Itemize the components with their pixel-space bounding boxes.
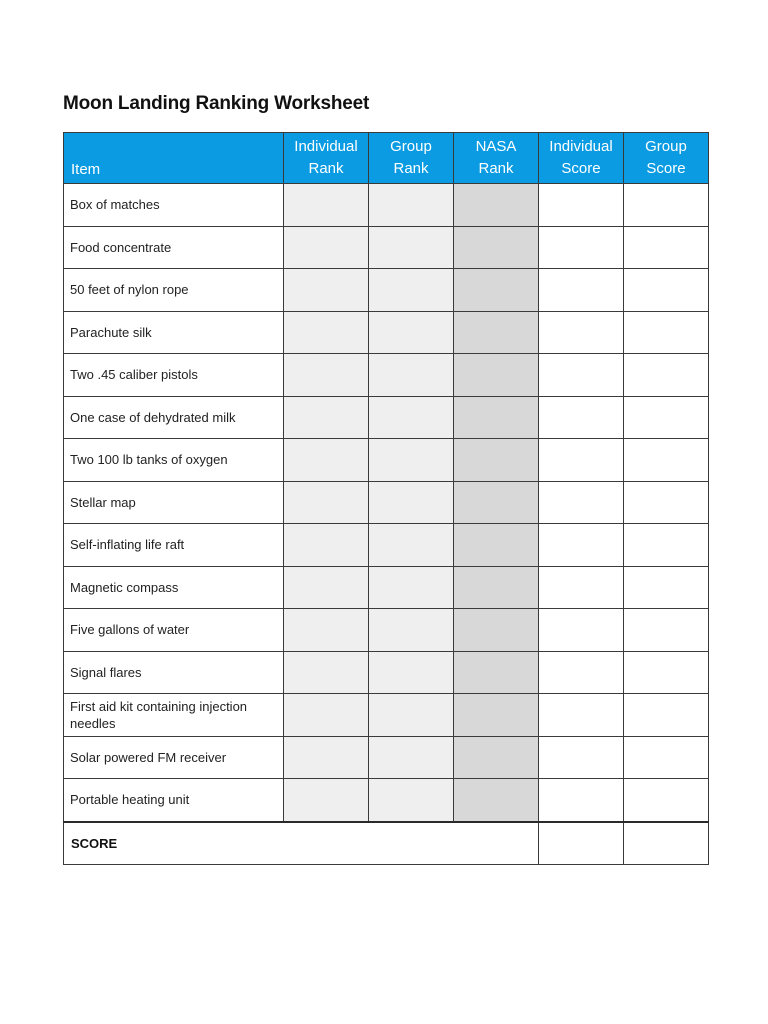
score-label: SCORE bbox=[64, 822, 539, 865]
nasa-rank-cell bbox=[454, 524, 539, 567]
worksheet-title: Moon Landing Ranking Worksheet bbox=[63, 93, 370, 114]
individual-score-cell[interactable] bbox=[539, 524, 624, 567]
header-group-score bbox=[624, 133, 709, 184]
header-group-rank bbox=[369, 133, 454, 184]
nasa-rank-cell bbox=[454, 269, 539, 312]
table-row bbox=[64, 694, 709, 737]
item-name: Box of matches bbox=[64, 184, 284, 227]
individual-rank-cell[interactable] bbox=[284, 481, 369, 524]
nasa-rank-cell bbox=[454, 184, 539, 227]
individual-score-cell[interactable] bbox=[539, 481, 624, 524]
item-name: One case of dehydrated milk bbox=[64, 396, 284, 439]
individual-rank-cell[interactable] bbox=[284, 269, 369, 312]
item-name: Portable heating unit bbox=[64, 779, 284, 822]
group-score-cell[interactable] bbox=[624, 396, 709, 439]
nasa-rank-cell bbox=[454, 736, 539, 779]
header-individual-score-line2: Score bbox=[561, 160, 601, 177]
individual-rank-cell[interactable] bbox=[284, 566, 369, 609]
individual-score-cell[interactable] bbox=[539, 354, 624, 397]
group-score-cell[interactable] bbox=[624, 269, 709, 312]
individual-rank-cell[interactable] bbox=[284, 396, 369, 439]
individual-score-cell[interactable] bbox=[539, 439, 624, 482]
group-score-cell[interactable] bbox=[624, 694, 709, 737]
table-row bbox=[64, 396, 709, 439]
item-name: Parachute silk bbox=[64, 311, 284, 354]
ranking-table bbox=[63, 132, 709, 865]
individual-rank-cell[interactable] bbox=[284, 311, 369, 354]
individual-rank-cell[interactable] bbox=[284, 354, 369, 397]
nasa-rank-cell bbox=[454, 226, 539, 269]
individual-rank-cell[interactable] bbox=[284, 524, 369, 567]
header-group-rank-line2: Rank bbox=[393, 160, 429, 177]
group-rank-cell[interactable] bbox=[369, 609, 454, 652]
nasa-rank-cell bbox=[454, 566, 539, 609]
individual-rank-cell[interactable] bbox=[284, 694, 369, 737]
table-row bbox=[64, 779, 709, 822]
nasa-rank-cell bbox=[454, 311, 539, 354]
group-rank-cell[interactable] bbox=[369, 566, 454, 609]
score-row bbox=[64, 822, 709, 865]
group-rank-cell[interactable] bbox=[369, 439, 454, 482]
nasa-rank-cell bbox=[454, 694, 539, 737]
group-score-cell[interactable] bbox=[624, 226, 709, 269]
table-row bbox=[64, 269, 709, 312]
header-group-score-line1: Group bbox=[645, 138, 687, 155]
individual-rank-cell[interactable] bbox=[284, 736, 369, 779]
nasa-rank-cell bbox=[454, 651, 539, 694]
header-item: Item bbox=[64, 133, 284, 184]
nasa-rank-cell bbox=[454, 396, 539, 439]
group-rank-cell[interactable] bbox=[369, 694, 454, 737]
table-header-row bbox=[64, 133, 709, 184]
header-nasa-rank-line2: Rank bbox=[478, 160, 514, 177]
group-score-cell[interactable] bbox=[624, 439, 709, 482]
item-name: Stellar map bbox=[64, 481, 284, 524]
individual-rank-cell[interactable] bbox=[284, 226, 369, 269]
item-name: 50 feet of nylon rope bbox=[64, 269, 284, 312]
item-name: First aid kit containing injection needles bbox=[64, 694, 284, 737]
header-individual-score bbox=[539, 133, 624, 184]
header-group-score-line2: Score bbox=[646, 160, 686, 177]
individual-score-cell[interactable] bbox=[539, 396, 624, 439]
item-name: Signal flares bbox=[64, 651, 284, 694]
group-rank-cell[interactable] bbox=[369, 736, 454, 779]
nasa-rank-cell bbox=[454, 609, 539, 652]
item-name: Two .45 caliber pistols bbox=[64, 354, 284, 397]
header-individual-rank bbox=[284, 133, 369, 184]
group-rank-cell[interactable] bbox=[369, 184, 454, 227]
table-row bbox=[64, 736, 709, 779]
group-score-cell[interactable] bbox=[624, 481, 709, 524]
individual-rank-cell[interactable] bbox=[284, 184, 369, 227]
header-individual-rank-line1: Individual bbox=[294, 138, 358, 155]
header-individual-score-line1: Individual bbox=[549, 138, 613, 155]
table-row bbox=[64, 439, 709, 482]
group-score-cell[interactable] bbox=[624, 524, 709, 567]
individual-score-cell[interactable] bbox=[539, 651, 624, 694]
individual-score-cell[interactable] bbox=[539, 226, 624, 269]
nasa-rank-cell bbox=[454, 779, 539, 822]
item-name: Self-inflating life raft bbox=[64, 524, 284, 567]
group-rank-cell[interactable] bbox=[369, 651, 454, 694]
table-row bbox=[64, 566, 709, 609]
individual-rank-cell[interactable] bbox=[284, 779, 369, 822]
individual-total-score-cell[interactable] bbox=[539, 822, 624, 865]
individual-rank-cell[interactable] bbox=[284, 651, 369, 694]
group-rank-cell[interactable] bbox=[369, 354, 454, 397]
individual-score-cell[interactable] bbox=[539, 609, 624, 652]
individual-rank-cell[interactable] bbox=[284, 439, 369, 482]
header-nasa-rank bbox=[454, 133, 539, 184]
table-row bbox=[64, 609, 709, 652]
table-row bbox=[64, 311, 709, 354]
group-score-cell[interactable] bbox=[624, 736, 709, 779]
group-score-cell[interactable] bbox=[624, 184, 709, 227]
group-rank-cell[interactable] bbox=[369, 311, 454, 354]
group-score-cell[interactable] bbox=[624, 779, 709, 822]
group-rank-cell[interactable] bbox=[369, 269, 454, 312]
nasa-rank-cell bbox=[454, 439, 539, 482]
item-name: Solar powered FM receiver bbox=[64, 736, 284, 779]
nasa-rank-cell bbox=[454, 481, 539, 524]
group-rank-cell[interactable] bbox=[369, 481, 454, 524]
header-individual-rank-line2: Rank bbox=[308, 160, 344, 177]
individual-score-cell[interactable] bbox=[539, 694, 624, 737]
group-score-cell[interactable] bbox=[624, 609, 709, 652]
individual-score-cell[interactable] bbox=[539, 779, 624, 822]
group-rank-cell[interactable] bbox=[369, 226, 454, 269]
group-rank-cell[interactable] bbox=[369, 524, 454, 567]
individual-score-cell[interactable] bbox=[539, 736, 624, 779]
individual-score-cell[interactable] bbox=[539, 269, 624, 312]
group-score-cell[interactable] bbox=[624, 311, 709, 354]
item-name: Food concentrate bbox=[64, 226, 284, 269]
group-score-cell[interactable] bbox=[624, 651, 709, 694]
individual-score-cell[interactable] bbox=[539, 566, 624, 609]
nasa-rank-cell bbox=[454, 354, 539, 397]
table-row bbox=[64, 651, 709, 694]
item-name: Five gallons of water bbox=[64, 609, 284, 652]
group-rank-cell[interactable] bbox=[369, 396, 454, 439]
header-group-rank-line1: Group bbox=[390, 138, 432, 155]
item-name: Two 100 lb tanks of oxygen bbox=[64, 439, 284, 482]
table-row bbox=[64, 184, 709, 227]
table-row bbox=[64, 524, 709, 567]
item-name: Magnetic compass bbox=[64, 566, 284, 609]
group-score-cell[interactable] bbox=[624, 354, 709, 397]
table-row bbox=[64, 354, 709, 397]
individual-score-cell[interactable] bbox=[539, 184, 624, 227]
group-score-cell[interactable] bbox=[624, 566, 709, 609]
header-nasa-rank-line1: NASA bbox=[475, 138, 517, 155]
table-row bbox=[64, 226, 709, 269]
table-row bbox=[64, 481, 709, 524]
group-rank-cell[interactable] bbox=[369, 779, 454, 822]
individual-rank-cell[interactable] bbox=[284, 609, 369, 652]
group-total-score-cell[interactable] bbox=[624, 822, 709, 865]
individual-score-cell[interactable] bbox=[539, 311, 624, 354]
